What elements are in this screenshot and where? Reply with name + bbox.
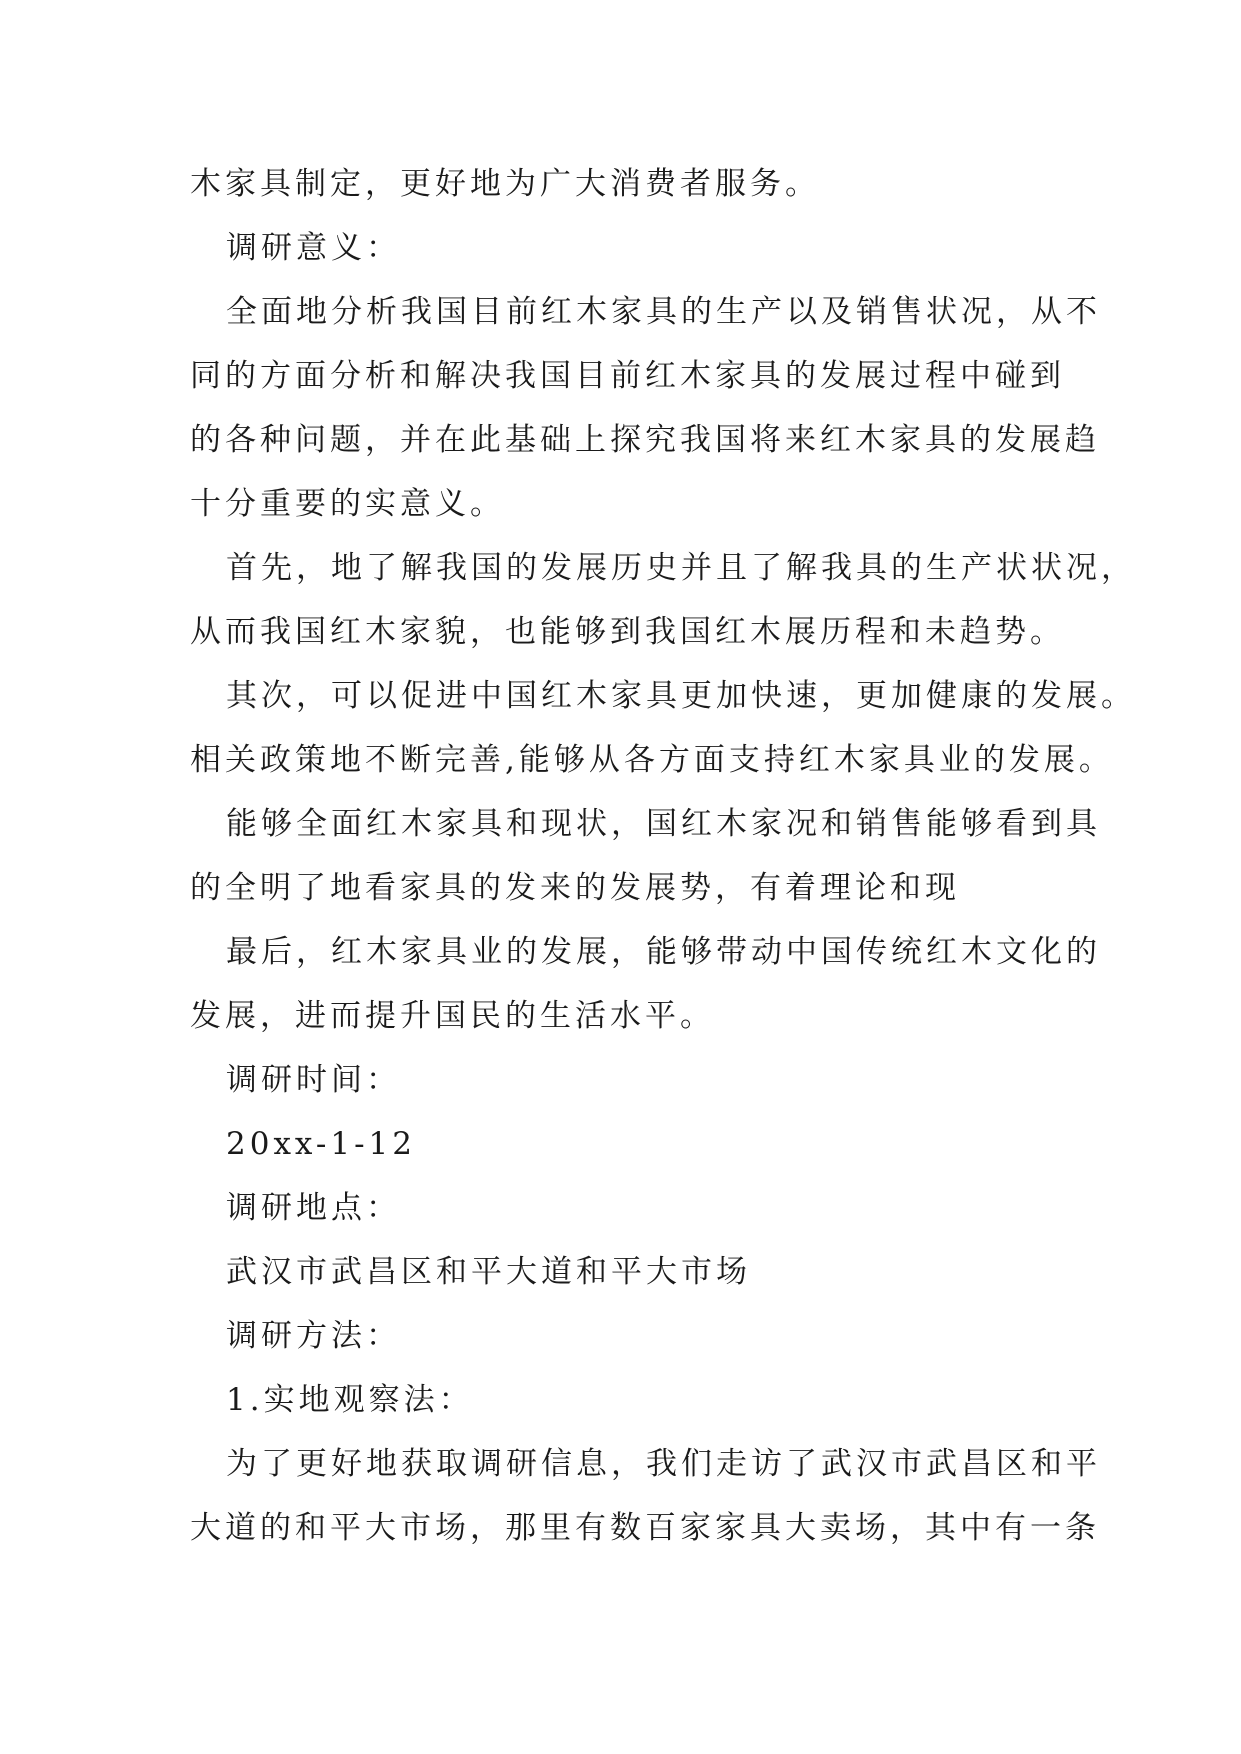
text-line: 十分重要的实意义。 <box>190 486 505 522</box>
text-line: 全面地分析我国目前红木家具的生产以及销售状况，从不 <box>226 294 1101 330</box>
method-item-1: 1.实地观察法： <box>226 1382 474 1418</box>
text-line: 发展，进而提升国民的生活水平。 <box>190 998 715 1034</box>
section-heading-method: 调研方法： <box>226 1318 401 1354</box>
section-heading-time: 调研时间： <box>226 1062 401 1098</box>
text-line: 首先，地了解我国的发展历史并且了解我具的生产状状况， <box>226 550 1136 586</box>
survey-date: 20xx-1-12 <box>226 1126 416 1162</box>
text-line: 相关政策地不断完善,能够从各方面支持红木家具业的发展。 <box>190 742 1114 778</box>
text-line: 最后，红木家具业的发展，能够带动中国传统红木文化的 <box>226 934 1101 970</box>
section-heading-significance: 调研意义： <box>226 230 401 266</box>
text-line: 的全明了地看家具的发来的发展势，有着理论和现 <box>190 870 960 906</box>
text-line: 其次，可以促进中国红木家具更加快速，更加健康的发展。 <box>226 678 1136 714</box>
text-line: 的各种问题，并在此基础上探究我国将来红木家具的发展趋 <box>190 422 1100 458</box>
survey-location: 武汉市武昌区和平大道和平大市场 <box>226 1254 751 1290</box>
text-line: 从而我国红木家貌，也能够到我国红木展历程和未趋势。 <box>190 614 1065 650</box>
text-line: 大道的和平大市场，那里有数百家家具大卖场，其中有一条 <box>190 1510 1100 1546</box>
text-line: 能够全面红木家具和现状，国红木家况和销售能够看到具 <box>226 806 1101 842</box>
text-line: 同的方面分析和解决我国目前红木家具的发展过程中碰到 <box>190 358 1065 394</box>
text-line: 木家具制定，更好地为广大消费者服务。 <box>190 166 820 202</box>
text-line: 为了更好地获取调研信息，我们走访了武汉市武昌区和平 <box>226 1446 1101 1482</box>
section-heading-location: 调研地点： <box>226 1190 401 1226</box>
